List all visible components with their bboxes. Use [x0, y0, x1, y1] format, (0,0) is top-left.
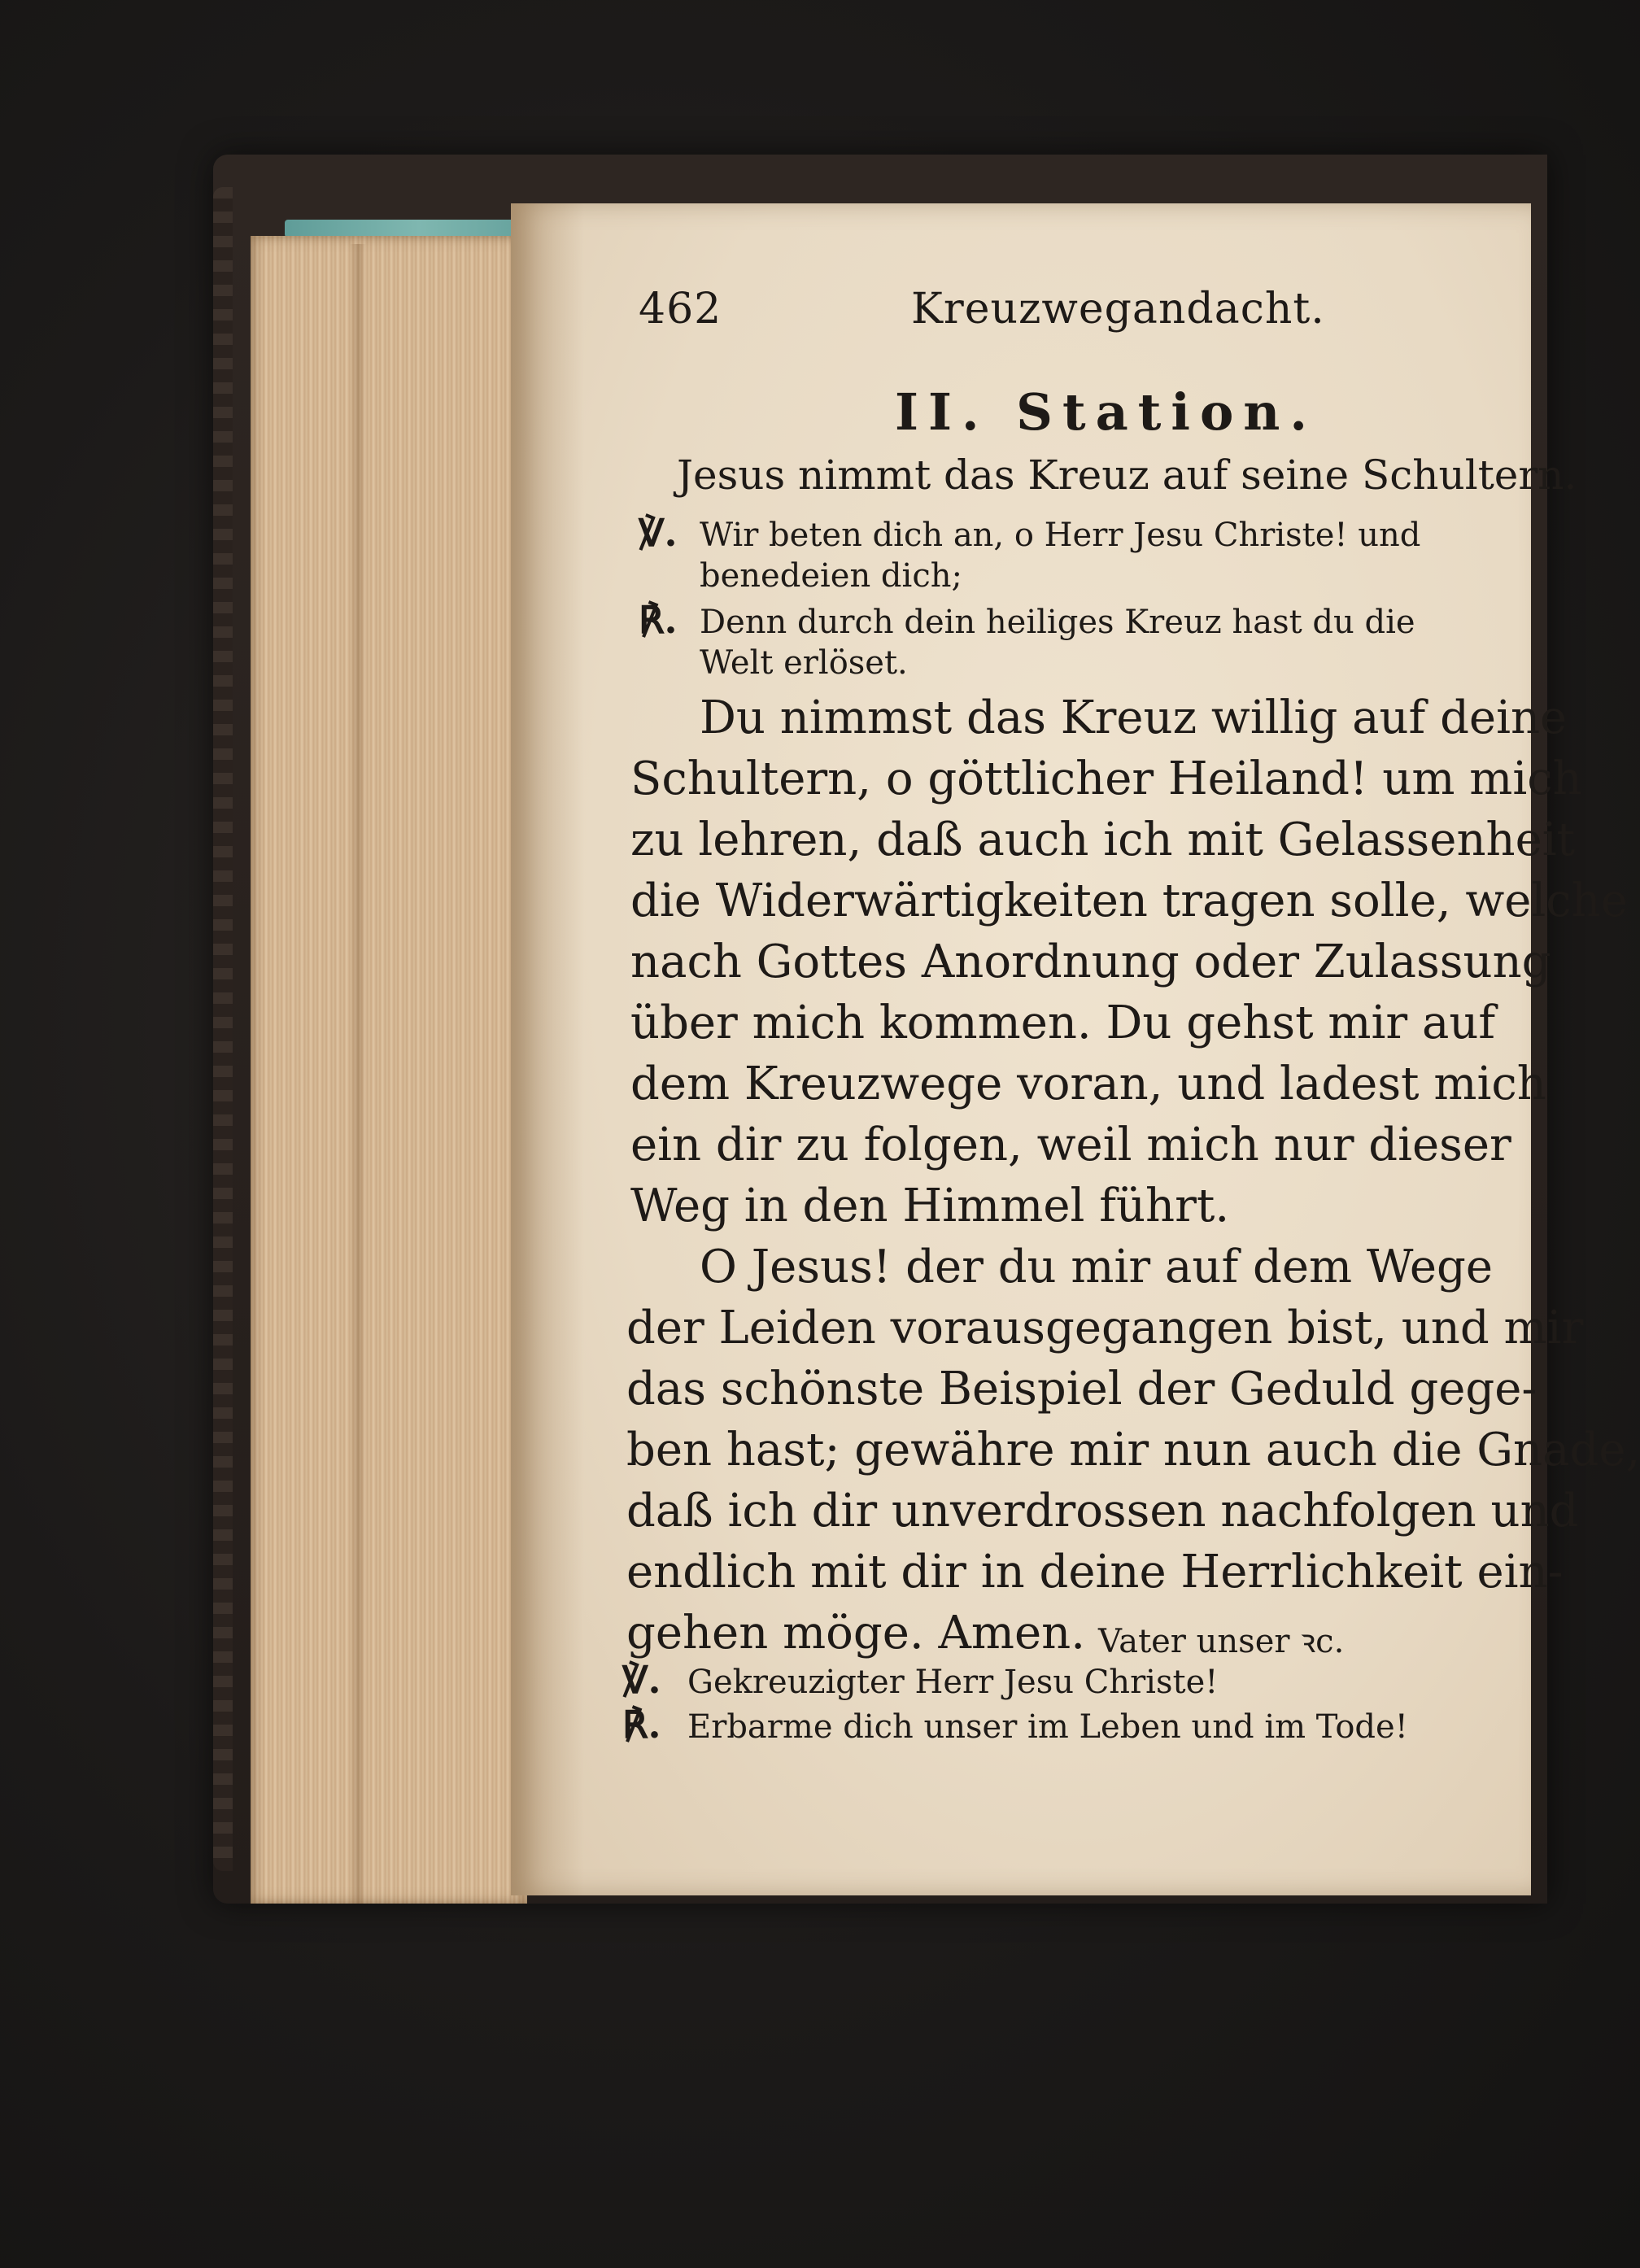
closing-response-line: Erbarme dich unser im Leben und im Tode! — [687, 1708, 1408, 1746]
closing-versicle-symbol: ℣. — [622, 1658, 661, 1702]
paragraph-1-line: ein dir zu folgen, weil mich nur dieser — [630, 1119, 1511, 1171]
book-spine — [213, 187, 233, 1871]
paragraph-1-line: nach Gottes Anordnung oder Zulassung — [630, 936, 1551, 988]
response-line-2: Welt erlöset. — [700, 644, 908, 682]
paragraph-1-line: Du nimmst das Kreuz willig auf deine — [700, 691, 1568, 744]
response-symbol: ℟. — [639, 598, 678, 642]
versicle-line-1: Wir beten dich an, o Herr Jesu Christe! und — [700, 517, 1421, 554]
paragraph-1-line: zu lehren, daß auch ich mit Gelassenheit — [630, 813, 1576, 866]
paragraph-2-line: der Leiden vorausgegangen bist, und mir — [626, 1302, 1584, 1354]
paragraph-2-line: O Jesus! der du mir auf dem Wege — [700, 1241, 1493, 1293]
paragraph-1-line: über mich kommen. Du gehst mir auf — [630, 997, 1496, 1049]
paragraph-2-tail: Vater unser ꝛc. — [1098, 1623, 1345, 1660]
versicle-line-2: benedeien dich; — [700, 557, 962, 595]
paragraph-1-line: dem Kreuzwege voran, und ladest mich — [630, 1058, 1546, 1110]
paragraph-1-line: Schultern, o göttlicher Heiland! um mich — [630, 752, 1582, 805]
paragraph-2-line: das schönste Beispiel der Geduld gege- — [626, 1363, 1538, 1415]
station-subtitle: Jesus nimmt das Kreuz auf seine Schultern. — [677, 451, 1577, 499]
paragraph-1-line: die Widerwärtigkeiten tragen solle, welche — [630, 874, 1628, 927]
versicle-symbol: ℣. — [639, 511, 678, 555]
closing-response-symbol: ℟. — [622, 1703, 661, 1747]
running-title: Kreuzwegandacht. — [911, 285, 1325, 334]
page-block-shade — [350, 244, 366, 1904]
response-line-1: Denn durch dein heiliges Kreuz hast du die — [700, 604, 1415, 641]
page-number: 462 — [639, 285, 722, 334]
paragraph-1-line: Weg in den Himmel führt. — [630, 1180, 1230, 1232]
closing-versicle-line: Gekreuzigter Herr Jesu Christe! — [687, 1664, 1219, 1701]
paragraph-2-line: ben hast; gewähre mir nun auch die Gnade, — [626, 1424, 1640, 1476]
paragraph-2-line: daß ich dir unverdrossen nachfolgen und — [626, 1485, 1579, 1537]
paragraph-2-line: endlich mit dir in deine Herrlichkeit ein- — [626, 1546, 1564, 1599]
station-title: II. Station. — [895, 382, 1317, 442]
page-block-edge — [251, 236, 527, 1904]
paragraph-2-line: gehen möge. Amen. — [626, 1607, 1086, 1660]
page-gutter — [511, 203, 584, 1895]
